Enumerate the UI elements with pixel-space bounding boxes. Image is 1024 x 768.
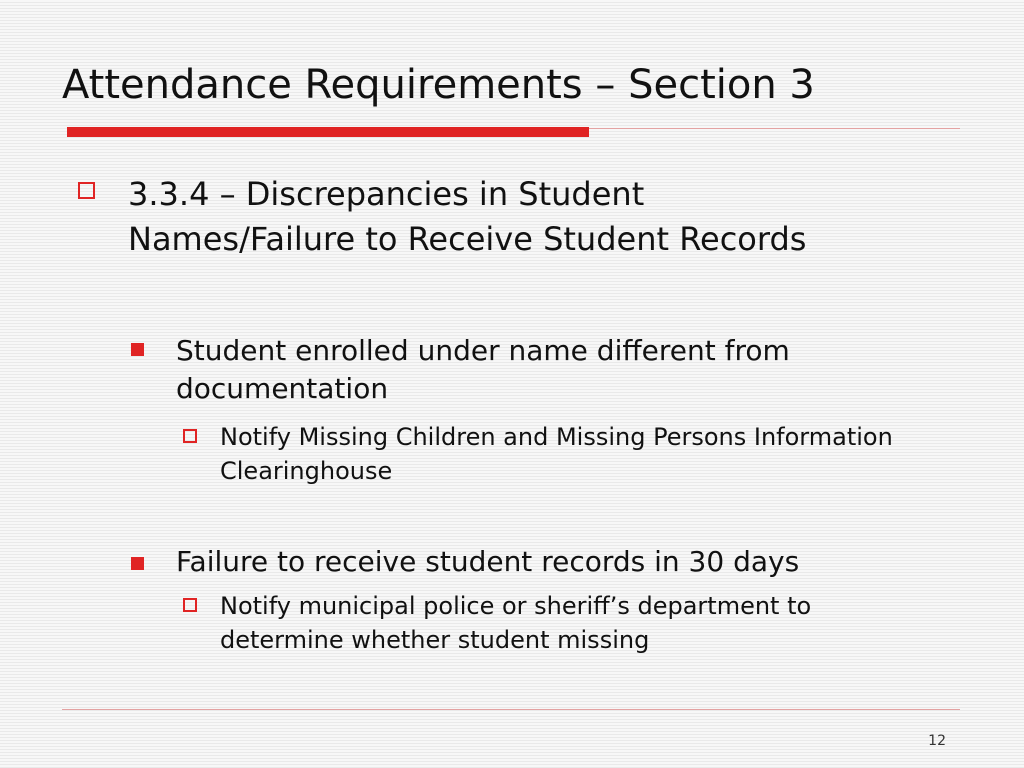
title-underline-thick	[67, 127, 589, 137]
solid-square-bullet-icon	[131, 557, 144, 570]
footer-rule	[62, 709, 960, 710]
names-action-text: Notify Missing Children and Missing Persons Information Clearinghouse	[220, 423, 893, 485]
hollow-square-bullet-icon	[183, 429, 197, 443]
slide-title: Attendance Requirements – Section 3	[62, 62, 815, 108]
page-number: 12	[928, 733, 946, 749]
solid-square-bullet-icon	[131, 343, 144, 356]
names-bullet-text: Student enrolled under name different from documentation	[176, 334, 790, 405]
hollow-square-bullet-icon	[78, 182, 95, 199]
records-bullet-text: Failure to receive student records in 30 days	[176, 545, 800, 578]
main-bullet-text: 3.3.4 – Discrepancies in Student Names/Failure to Receive Student Records	[128, 175, 807, 258]
title-underline-thin	[589, 128, 960, 129]
hollow-square-bullet-icon	[183, 598, 197, 612]
records-action-text: Notify municipal police or sheriff’s department to determine whether student missing	[220, 592, 812, 654]
